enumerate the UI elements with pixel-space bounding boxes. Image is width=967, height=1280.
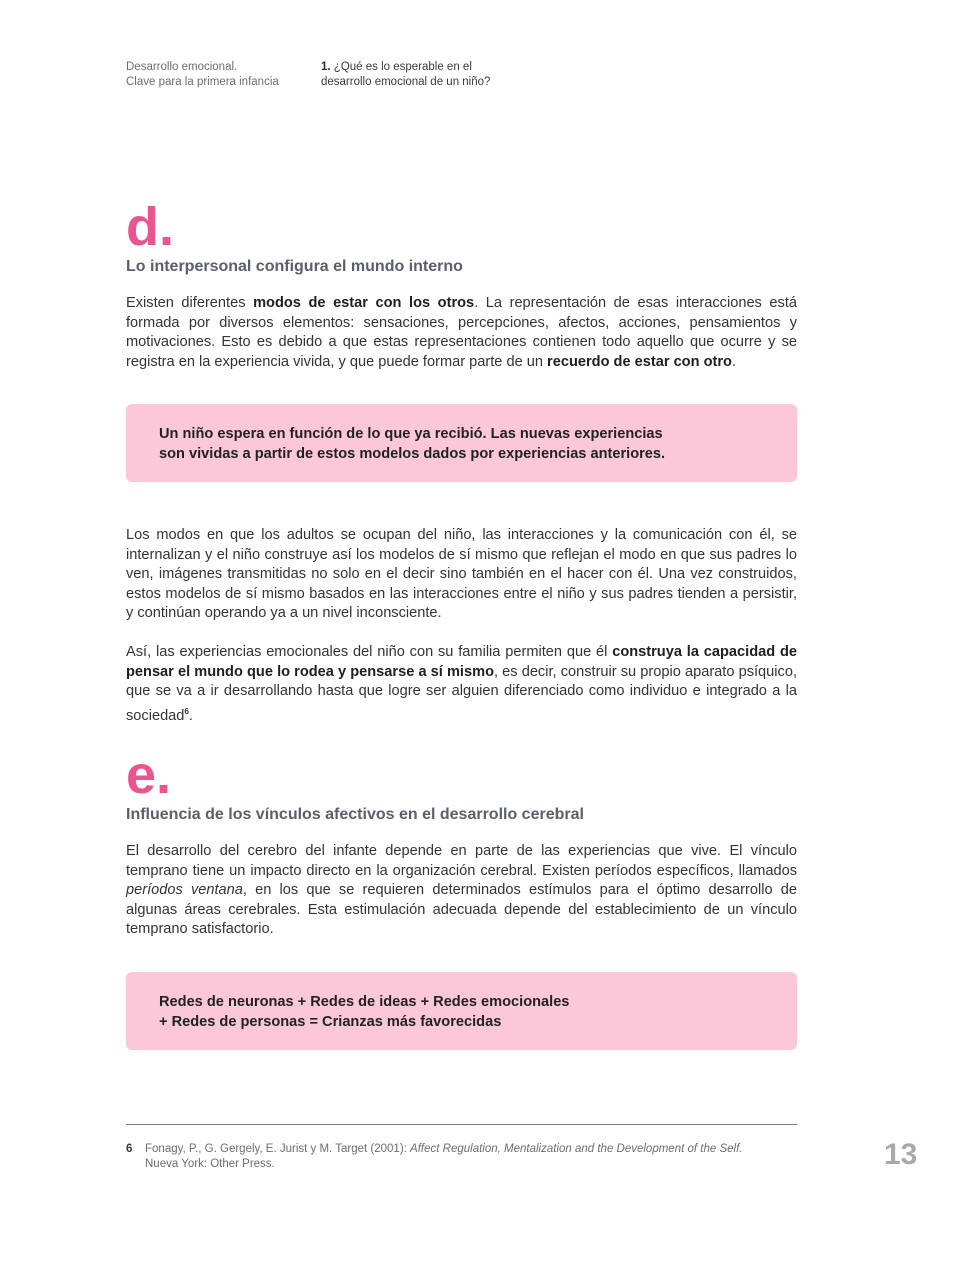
bold-construya-la-capacidad: construya la capacidad de pensar el mundo que lo rodea y pensarse a sí mismo bbox=[126, 643, 797, 680]
page-number: 13 bbox=[884, 1138, 918, 1171]
bold-modos-de-estar: modos de estar con los otros bbox=[253, 295, 475, 311]
section-d bbox=[126, 197, 798, 372]
bold-recuerdo-de-estar: recuerdo de estar con otro bbox=[547, 353, 732, 370]
footnote-divider bbox=[126, 1124, 797, 1125]
footnote-book-title: Affect Regulation, Mentalization and the Development of the Self. bbox=[410, 1143, 743, 1155]
section-d-paragraph-1: Existen diferentes modos de estar con los otros. La representación de esas interacciones está formada por diversos elementos: sensaciones, percepciones, afectos, acciones, pensamientos y motivaciones. Esto es debido a que estas representaciones contienen todo aquello que ocurre y se registra en la experiencia vivida, y que puede formar parte de un recuerdo de estar con otro. bbox=[126, 295, 798, 370]
running-header-chapter bbox=[321, 60, 490, 90]
footnote-text: Fonagy, P., G. Gergely, E. Jurist y M. Target (2001): Affect Regulation, Mentalization and the Development of the Self. Nueva York: Other Press. bbox=[145, 1143, 743, 1170]
callout-box-networks bbox=[126, 972, 797, 1050]
section-letter-e: e. bbox=[126, 745, 172, 805]
callout-line-2: son vividas a partir de estos modelos dados por experiencias anteriores. bbox=[159, 446, 666, 462]
callout-line-2: + Redes de personas = Crianzas más favorecidas bbox=[159, 1014, 502, 1030]
section-e-title: Influencia de los vínculos afectivos en el desarrollo cerebral bbox=[126, 806, 584, 823]
callout-line-1: Redes de neuronas + Redes de ideas + Redes emocionales bbox=[159, 994, 570, 1010]
chapter-title-line2: desarrollo emocional de un niño? bbox=[321, 76, 491, 88]
section-e-paragraph-1: El desarrollo del cerebro del infante depende en parte de las experiencias que vive. El vínculo temprano tiene un impacto directo en la organización cerebral. Existen períodos específicos, llamados períodos ventana, en los que se requieren determinados estímulos para el óptimo desarrollo de algunas áreas cerebrales. Esta estimulación adecuada depende del establecimiento de un vínculo temprano satisfactorio. bbox=[126, 843, 797, 938]
callout-box-expectations bbox=[126, 404, 797, 482]
footnote-ref-6: 6 bbox=[184, 706, 189, 716]
section-d-title: Lo interpersonal configura el mundo interno bbox=[126, 258, 463, 275]
section-d-continued bbox=[126, 526, 797, 726]
book-title-line1: Desarrollo emocional. bbox=[126, 61, 238, 73]
section-e bbox=[126, 745, 797, 940]
running-header-book-title bbox=[126, 60, 279, 90]
chapter-title-line1: ¿Qué es lo esperable en el bbox=[330, 61, 472, 73]
book-title-line2: Clave para la primera infancia bbox=[126, 76, 279, 88]
callout-line-1: Un niño espera en función de lo que ya recibió. Las nuevas experiencias bbox=[159, 426, 663, 442]
section-d-paragraph-3: Así, las experiencias emocionales del niño con su familia permiten que él construya la capacidad de pensar el mundo que lo rodea y pensarse a sí mismo, es decir, construir su propio aparato psíquico, que se va a ir desarrollando hasta que logre ser alguien diferenciado como individuo e integrado a la sociedad$^6$. bbox=[126, 643, 797, 724]
footnote bbox=[126, 1142, 786, 1172]
section-d-paragraph-2: Los modos en que los adultos se ocupan del niño, las interacciones y la comunicación con él, se internalizan y el niño construye así los modelos de sí mismo que reflejan el modo en que sus padres lo ven, imágenes transmitidas no solo en el decir sino también en el hacer con él. Una vez construidos, estos modelos de sí mismo basados en las interacciones entre el niño y sus padres tienden a persistir, y continúan operando ya a un nivel inconsciente. bbox=[126, 527, 797, 622]
italic-periodos-ventana: períodos ventana bbox=[126, 882, 243, 899]
chapter-number: 1. bbox=[321, 61, 331, 73]
section-letter-d: d. bbox=[126, 197, 174, 257]
footnote-number: 6 bbox=[126, 1143, 133, 1155]
